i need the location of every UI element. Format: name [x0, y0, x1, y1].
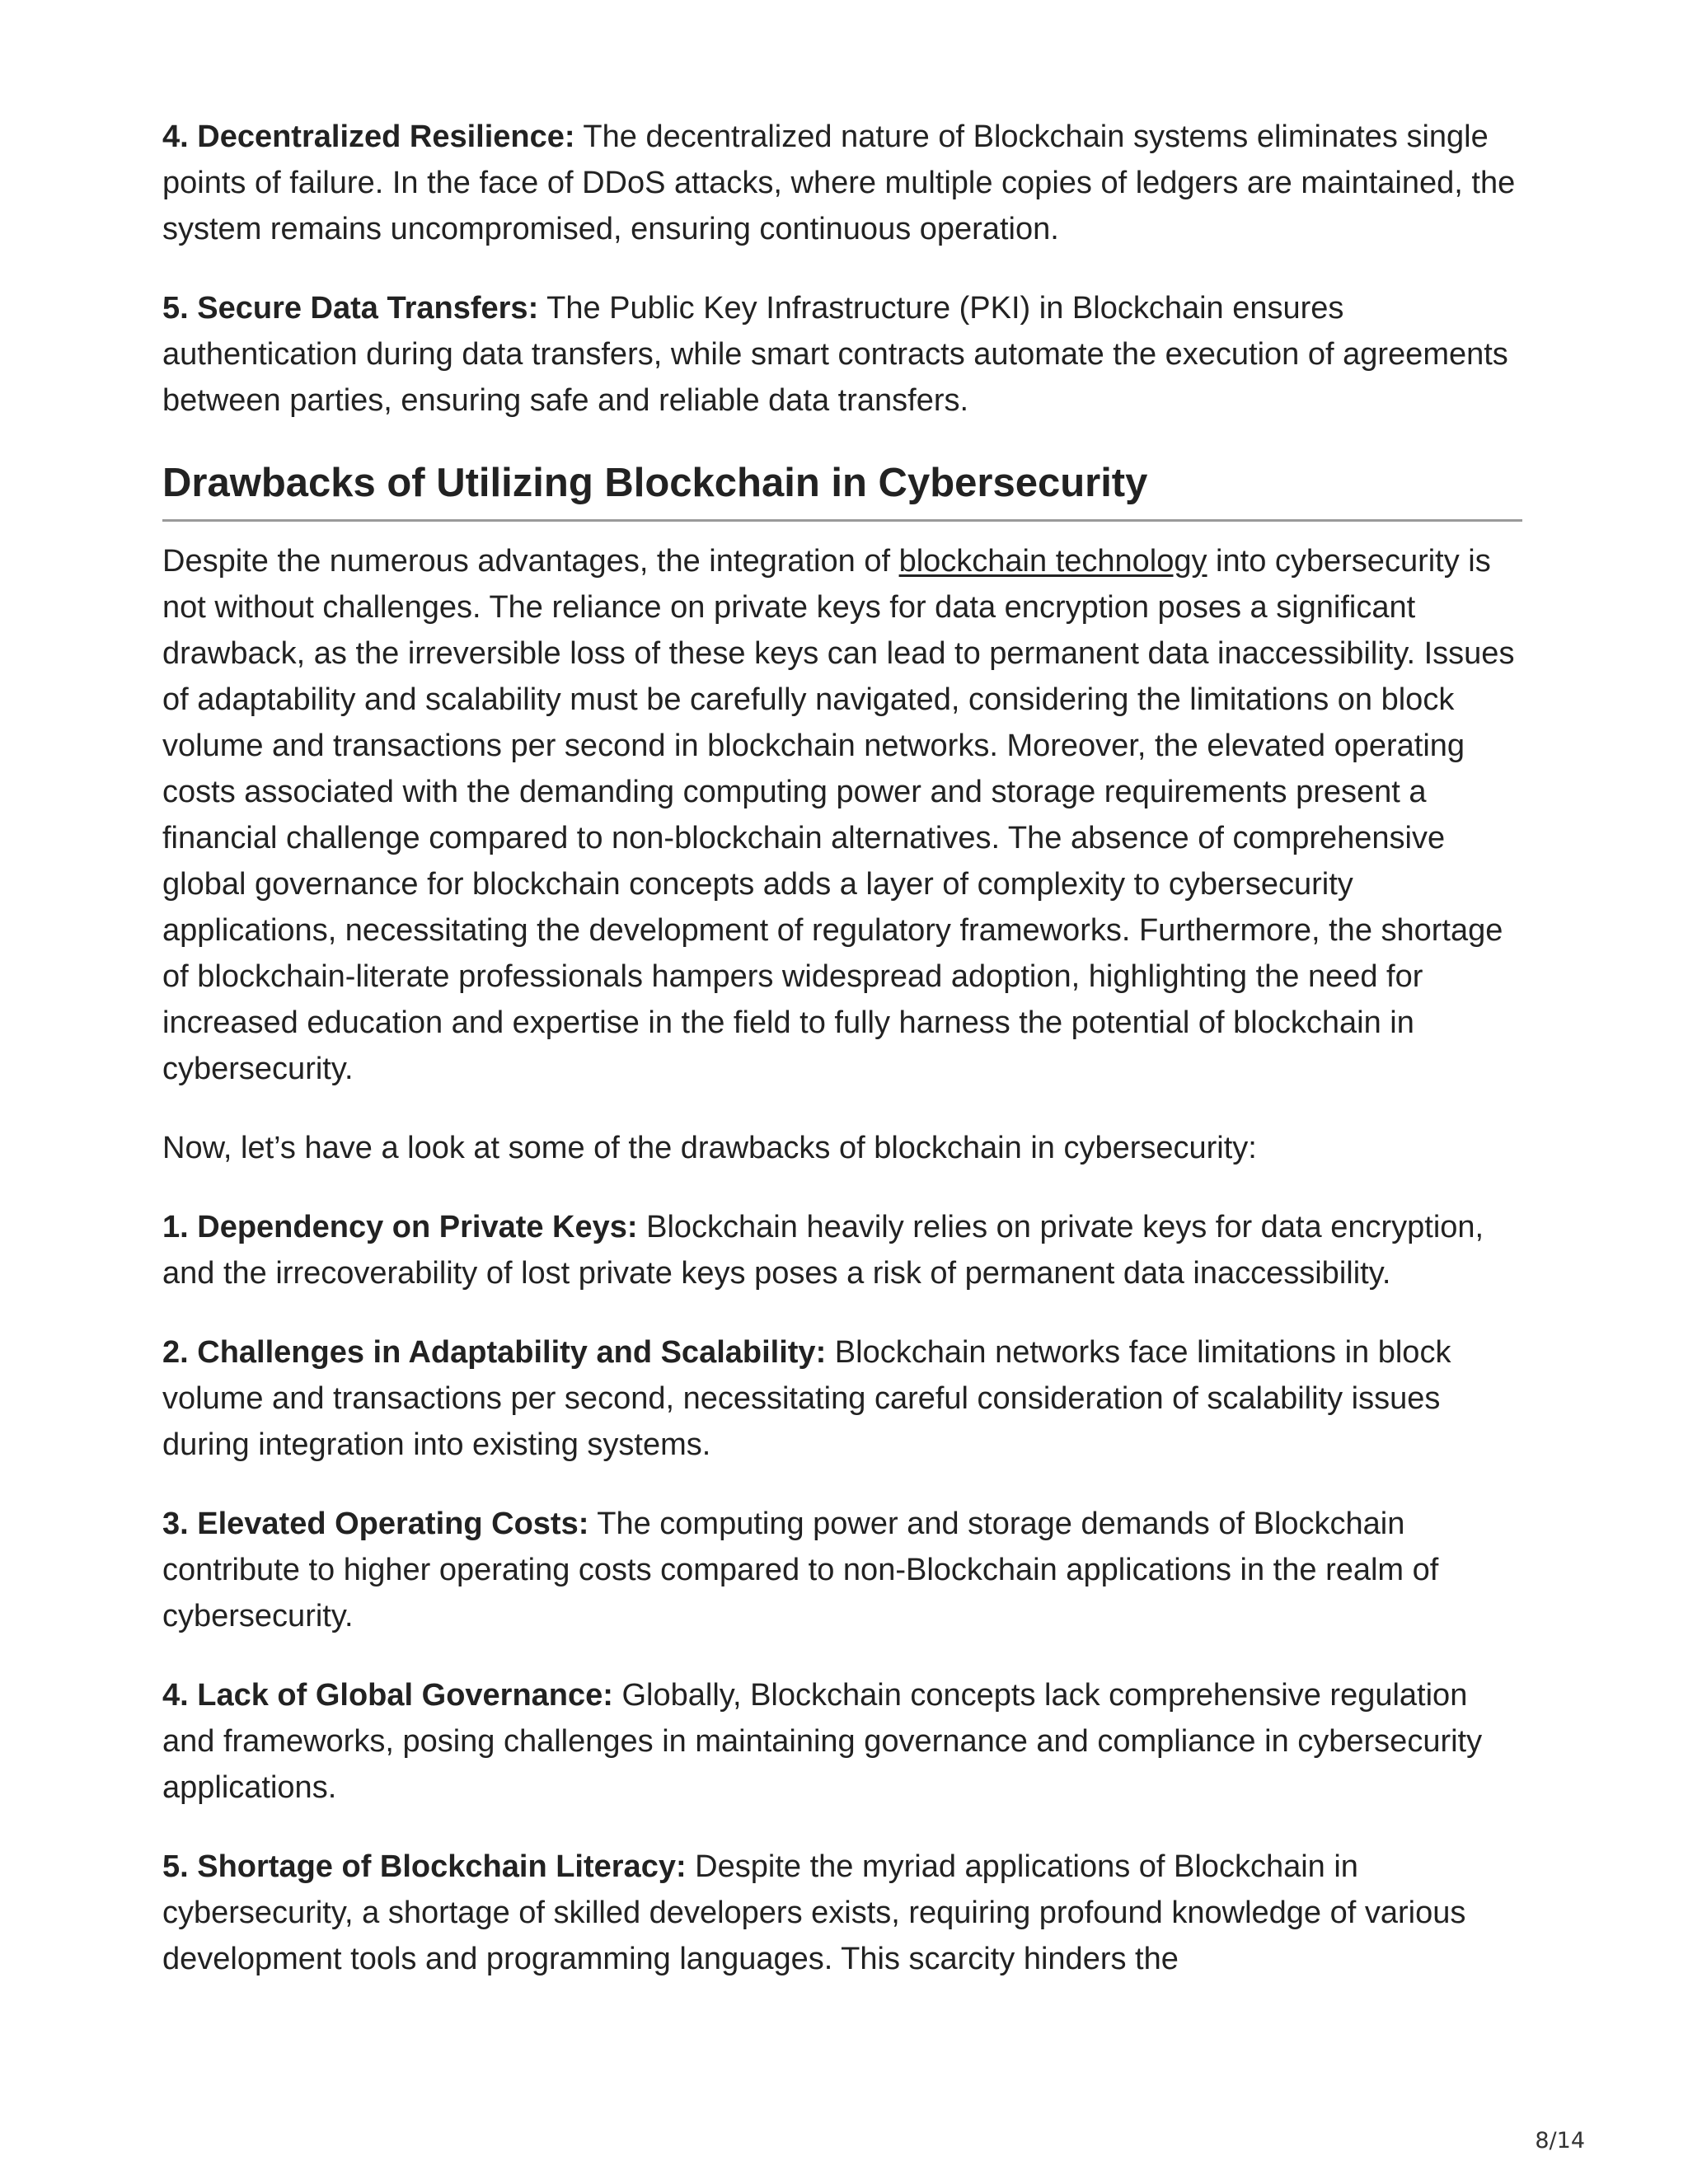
drawback-title: 3. Elevated Operating Costs:	[162, 1507, 589, 1541]
advantage-item	[162, 114, 1522, 252]
drawback-text: Blockchain networks face limitations in block volume and transactions per second, necessitating careful consideration of scalability issues during integration into existing systems.	[162, 1335, 1451, 1462]
intro-text-after-link: into cybersecurity is not without challenges. The reliance on private keys for data encryption poses a significant drawback, as the irreversible loss of these keys can lead to permanent data inaccessibility. Issues of adaptability and scalability must be carefully navigated, considering the limitations on block volume and transactions per second in blockchain networks. Moreover, the elevated operating costs associated with the demanding computing power and storage requirements present a financial challenge compared to non-blockchain alternatives. The absence of comprehensive global governance for blockchain concepts adds a layer of complexity to cybersecurity applications, necessitating the development of regulatory frameworks. Furthermore, the shortage of blockchain-literate professionals hampers widespread adoption, highlighting the need for increased education and expertise in the field to fully harness the potential of blockchain in cybersecurity.	[162, 544, 1515, 1086]
section-intro	[162, 538, 1522, 1092]
drawback-item	[162, 1329, 1522, 1468]
drawback-title: 5. Shortage of Blockchain Literacy:	[162, 1849, 687, 1884]
advantage-text: The Public Key Infrastructure (PKI) in Blockchain ensures authentication during data transfers, while smart contracts automate the execution of agreements between parties, ensuring safe and reliable data transfers.	[162, 291, 1508, 418]
advantage-title: 4. Decentralized Resilience:	[162, 120, 575, 154]
section-heading: Drawbacks of Utilizing Blockchain in Cybersecurity	[162, 457, 1522, 522]
drawback-title: 2. Challenges in Adaptability and Scalability:	[162, 1335, 827, 1370]
drawback-text: Globally, Blockchain concepts lack comprehensive regulation and frameworks, posing challenges in maintaining governance and compliance in cybersecurity applications.	[162, 1678, 1483, 1805]
page-number: 8/14	[1535, 2128, 1585, 2154]
drawback-title: 4. Lack of Global Governance:	[162, 1678, 613, 1713]
intro-text-before-link: Despite the numerous advantages, the integration of	[162, 544, 899, 579]
article-body	[162, 114, 1522, 2015]
advantage-title: 5. Secure Data Transfers:	[162, 291, 539, 326]
drawback-text: Blockchain heavily relies on private keys for data encryption, and the irrecoverability of lost private keys poses a risk of permanent data inaccessibility.	[162, 1210, 1484, 1291]
drawback-text: The computing power and storage demands of Blockchain contribute to higher operating costs compared to non-Blockchain applications in the realm of cybersecurity.	[162, 1507, 1439, 1633]
blockchain-technology-link[interactable]: blockchain technology	[898, 544, 1207, 579]
advantage-item	[162, 285, 1522, 424]
drawback-item	[162, 1672, 1522, 1811]
drawback-item	[162, 1204, 1522, 1296]
advantage-text: The decentralized nature of Blockchain systems eliminates single points of failure. In the face of DDoS attacks, where multiple copies of ledgers are maintained, the system remains uncompromised, ensuring continuous operation.	[162, 120, 1516, 246]
drawback-text: Despite the myriad applications of Blockchain in cybersecurity, a shortage of skilled developers exists, requiring profound knowledge of various development tools and programming languages. This scarcity hinders the	[162, 1849, 1466, 1976]
drawback-item	[162, 1844, 1522, 1982]
drawback-title: 1. Dependency on Private Keys:	[162, 1210, 638, 1244]
drawback-item	[162, 1501, 1522, 1639]
drawbacks-lead-in: Now, let’s have a look at some of the drawbacks of blockchain in cybersecurity:	[162, 1131, 1257, 1165]
